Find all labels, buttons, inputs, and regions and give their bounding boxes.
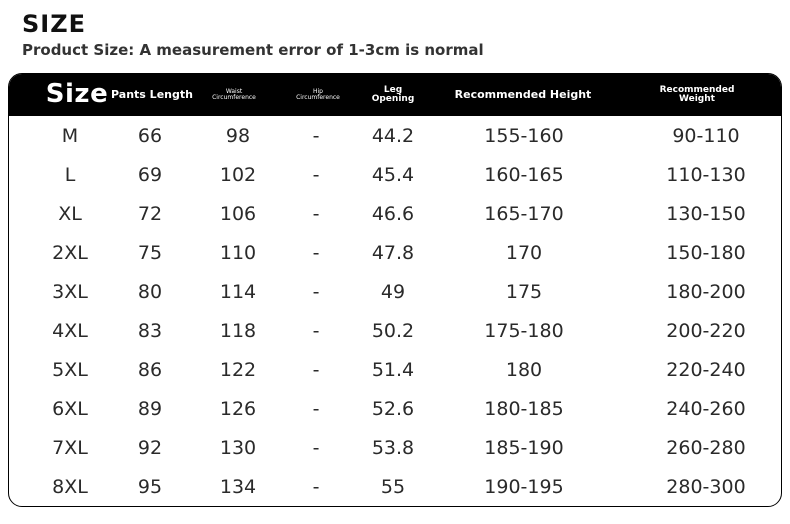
- header-recommended-weight: Recommended Weight: [659, 84, 735, 104]
- height-cell: 175: [505, 280, 543, 303]
- size-cell: XL: [58, 202, 82, 225]
- weight-cell: 110-130: [666, 163, 746, 186]
- table-body: [9, 116, 781, 506]
- weight-cell: 220-240: [666, 358, 746, 381]
- waist-cell: 110: [219, 241, 257, 264]
- size-cell: 8XL: [52, 475, 88, 498]
- header-recommended-height: Recommended Height: [454, 88, 592, 102]
- height-cell: 160-165: [484, 163, 564, 186]
- header-waist-circumference: Waist Circumference: [212, 87, 256, 101]
- waist-cell: 126: [219, 397, 257, 420]
- hip-cell: -: [312, 202, 320, 225]
- pants-length-cell: 69: [137, 163, 163, 186]
- hip-cell: -: [312, 163, 320, 186]
- weight-cell: 260-280: [666, 436, 746, 459]
- hip-cell: -: [312, 124, 320, 147]
- pants-length-cell: 75: [137, 241, 163, 264]
- leg-opening-cell: 46.6: [371, 202, 415, 225]
- weight-cell: 280-300: [666, 475, 746, 498]
- size-cell: 3XL: [52, 280, 88, 303]
- height-cell: 190-195: [484, 475, 564, 498]
- table-row: [9, 467, 781, 506]
- size-cell: 2XL: [52, 241, 88, 264]
- size-cell: 4XL: [52, 319, 88, 342]
- height-cell: 175-180: [484, 319, 564, 342]
- hip-cell: -: [312, 397, 320, 420]
- leg-opening-cell: 47.8: [371, 241, 415, 264]
- table-row: [9, 116, 781, 155]
- table-row: [9, 350, 781, 389]
- leg-opening-cell: 45.4: [371, 163, 415, 186]
- header-hip-circumference: Hip Circumference: [296, 87, 340, 101]
- table-row: [9, 389, 781, 428]
- weight-cell: 180-200: [666, 280, 746, 303]
- table-row: [9, 155, 781, 194]
- pants-length-cell: 66: [137, 124, 163, 147]
- waist-cell: 98: [225, 124, 251, 147]
- table-header: [9, 74, 781, 116]
- size-cell: M: [61, 124, 79, 147]
- waist-cell: 106: [219, 202, 257, 225]
- size-cell: 7XL: [52, 436, 88, 459]
- size-cell: 5XL: [52, 358, 88, 381]
- height-cell: 165-170: [484, 202, 564, 225]
- height-cell: 170: [505, 241, 543, 264]
- size-chart-table: [8, 73, 782, 507]
- height-cell: 185-190: [484, 436, 564, 459]
- leg-opening-cell: 55: [380, 475, 406, 498]
- leg-opening-cell: 50.2: [371, 319, 415, 342]
- page-title: SIZE: [22, 10, 87, 38]
- height-cell: 180: [505, 358, 543, 381]
- height-cell: 180-185: [484, 397, 564, 420]
- table-row: [9, 428, 781, 467]
- size-cell: 6XL: [52, 397, 88, 420]
- hip-cell: -: [312, 319, 320, 342]
- header-size: Size: [45, 79, 109, 110]
- height-cell: 155-160: [484, 124, 564, 147]
- weight-cell: 90-110: [672, 124, 740, 147]
- hip-cell: -: [312, 280, 320, 303]
- pants-length-cell: 72: [137, 202, 163, 225]
- weight-cell: 150-180: [666, 241, 746, 264]
- waist-cell: 102: [219, 163, 257, 186]
- table-row: [9, 272, 781, 311]
- weight-cell: 240-260: [666, 397, 746, 420]
- page-subtitle: Product Size: A measurement error of 1-3cm is normal: [22, 41, 484, 59]
- hip-cell: -: [312, 241, 320, 264]
- pants-length-cell: 95: [137, 475, 163, 498]
- pants-length-cell: 89: [137, 397, 163, 420]
- leg-opening-cell: 51.4: [371, 358, 415, 381]
- waist-cell: 114: [219, 280, 257, 303]
- weight-cell: 200-220: [666, 319, 746, 342]
- waist-cell: 130: [219, 436, 257, 459]
- hip-cell: -: [312, 358, 320, 381]
- table-row: [9, 233, 781, 272]
- pants-length-cell: 83: [137, 319, 163, 342]
- pants-length-cell: 86: [137, 358, 163, 381]
- table-row: [9, 194, 781, 233]
- hip-cell: -: [312, 475, 320, 498]
- weight-cell: 130-150: [666, 202, 746, 225]
- pants-length-cell: 92: [137, 436, 163, 459]
- leg-opening-cell: 49: [380, 280, 406, 303]
- waist-cell: 134: [219, 475, 257, 498]
- leg-opening-cell: 53.8: [371, 436, 415, 459]
- waist-cell: 122: [219, 358, 257, 381]
- table-row: [9, 311, 781, 350]
- leg-opening-cell: 52.6: [371, 397, 415, 420]
- header-leg-opening: Leg Opening: [371, 84, 415, 104]
- size-cell: L: [64, 163, 76, 186]
- waist-cell: 118: [219, 319, 257, 342]
- pants-length-cell: 80: [137, 280, 163, 303]
- leg-opening-cell: 44.2: [371, 124, 415, 147]
- hip-cell: -: [312, 436, 320, 459]
- header-pants-length: Pants Length: [111, 88, 193, 102]
